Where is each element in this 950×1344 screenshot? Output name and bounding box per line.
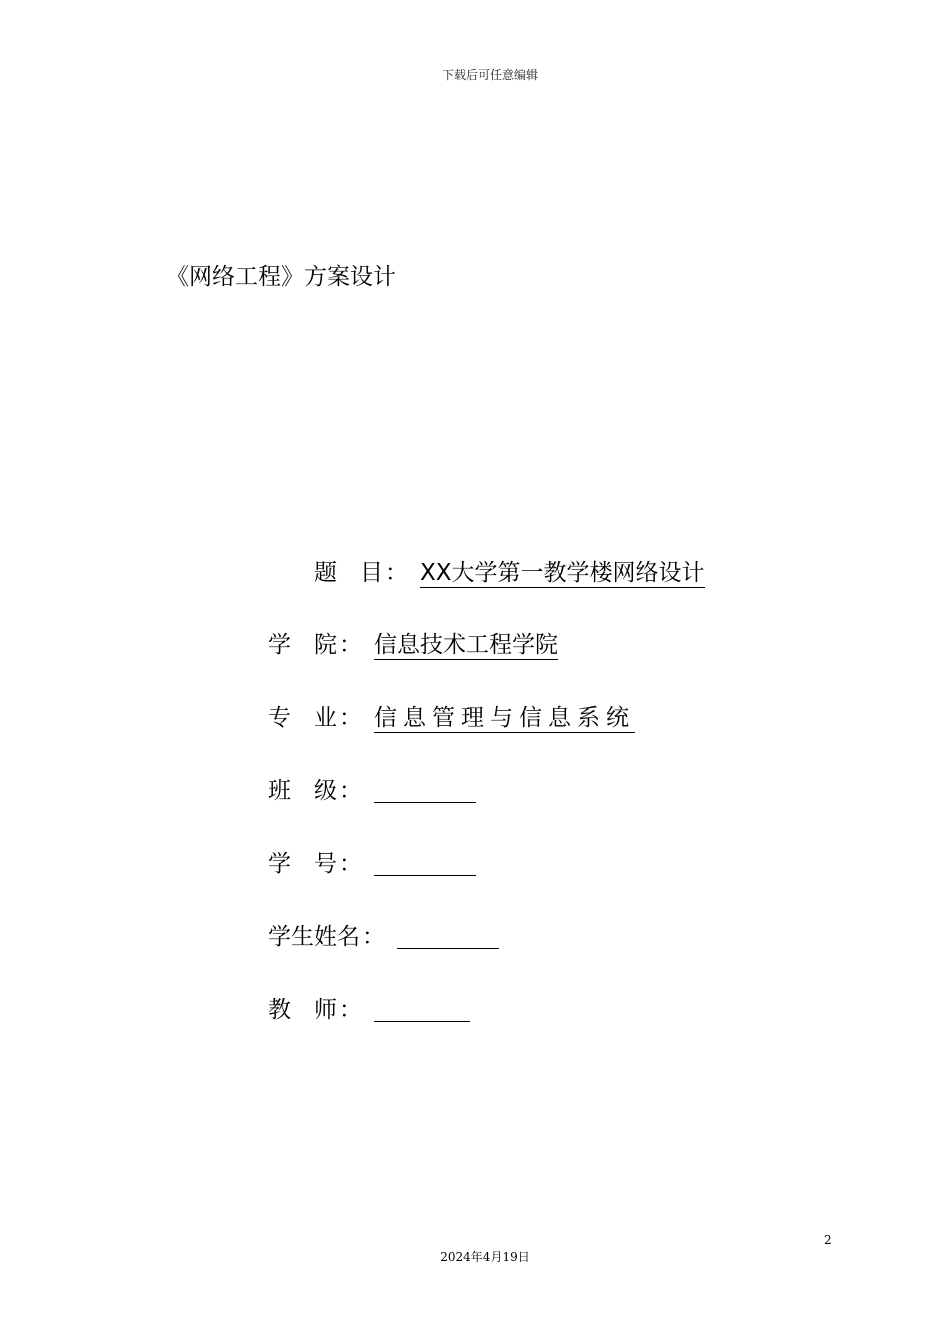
teacher-label: 教 师 <box>268 997 337 1023</box>
class-label: 班 级 <box>268 778 337 804</box>
student-id-blank-line <box>374 847 476 876</box>
teacher-blank-line <box>374 993 470 1022</box>
college-value: 信息技术工程学院 <box>374 632 558 658</box>
college-colon: ： <box>339 632 362 658</box>
student-name-label: 学生姓名 <box>268 924 360 950</box>
student-id-label: 学 号 <box>268 851 337 877</box>
student-name-blank-line <box>397 920 499 949</box>
class-blank-line <box>374 774 476 803</box>
header-note: 下载后可任意编辑 <box>441 68 538 82</box>
major-label: 专 业 <box>268 705 337 731</box>
class-row <box>268 774 476 808</box>
teacher-row <box>268 993 470 1027</box>
student-id-row <box>268 847 476 881</box>
major-value: 信息管理与信息系统 <box>374 705 635 731</box>
footer-date: 2024年4月19日 <box>440 1250 530 1264</box>
college-row <box>268 628 558 662</box>
topic-value: XX大学第一教学楼网络设计 <box>420 560 705 586</box>
major-colon: ： <box>339 705 362 731</box>
page-number: 2 <box>824 1233 832 1247</box>
student-name-colon: ： <box>362 924 385 950</box>
major-row <box>268 701 635 735</box>
topic-label: 题 目 <box>314 560 383 586</box>
class-colon: ： <box>339 778 362 804</box>
student-name-row <box>268 920 499 954</box>
topic-colon: ： <box>385 560 408 586</box>
student-id-colon: ： <box>339 851 362 877</box>
topic-row <box>314 556 705 590</box>
document-title: 《网络工程》方案设计 <box>166 264 396 290</box>
college-label: 学 院 <box>268 632 337 658</box>
teacher-colon: ： <box>339 997 362 1023</box>
